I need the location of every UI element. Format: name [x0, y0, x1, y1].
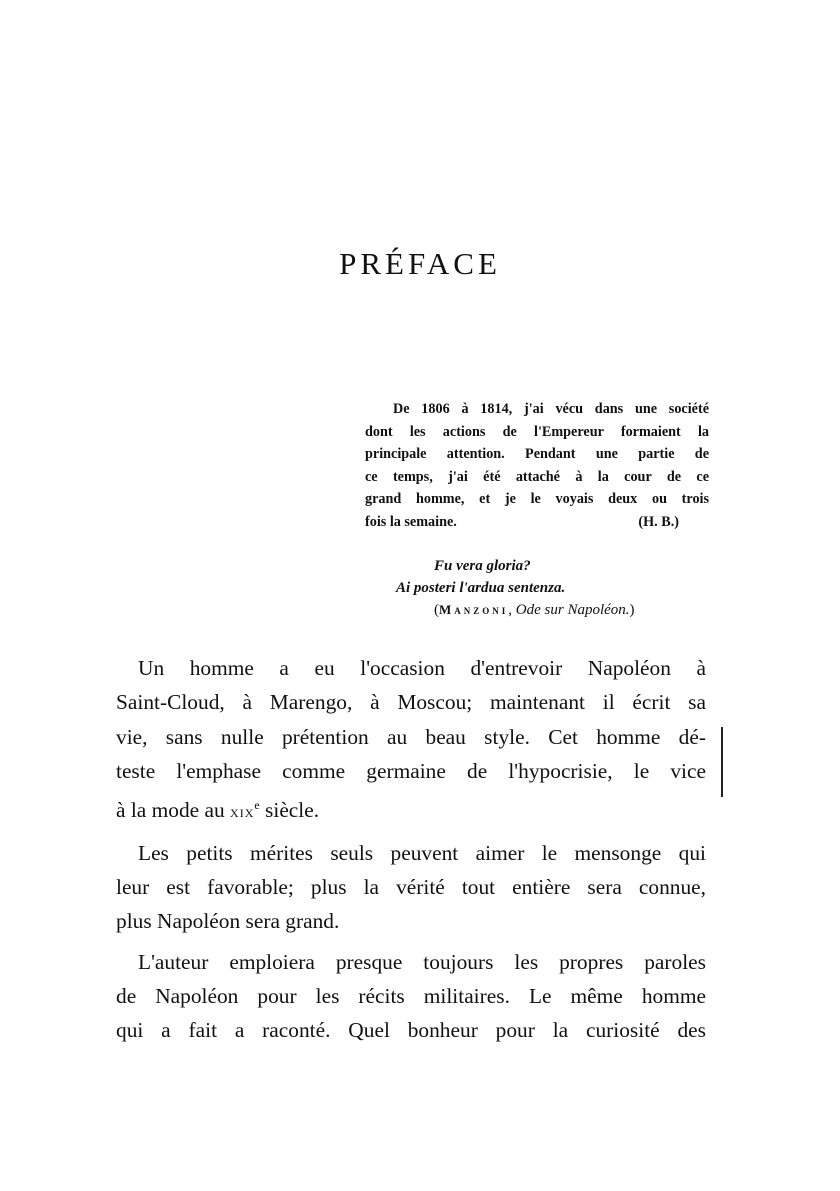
epigraph-line: fois la semaine.: [365, 513, 457, 530]
century-suffix: e: [254, 798, 260, 813]
attribution-author: Manzoni: [439, 602, 509, 617]
text-line: qui a fait a raconté. Quel bonheur pour la curiosité des: [116, 1018, 706, 1043]
text-line: teste l'emphase comme germaine de l'hypocrisie, le vice: [116, 758, 706, 783]
epigraph-line: ce temps, j'ai été attaché à la cour de ce: [365, 468, 709, 485]
attribution-comma: ,: [508, 602, 513, 618]
attribution-close-paren: ): [629, 602, 635, 618]
text-fragment: siècle.: [259, 798, 320, 823]
paragraph-1: [116, 651, 706, 830]
epigraph-line: dont les actions de l'Empereur formaient la: [365, 423, 709, 440]
epigraph-line: principale attention. Pendant une partie de: [365, 446, 709, 463]
text-line: plus Napoléon sera grand.: [116, 909, 340, 934]
margin-rule-mark: [721, 727, 723, 797]
attribution-work: Ode sur Napoléon.: [515, 602, 630, 618]
epigraph-verse: Fu vera gloria?: [434, 558, 531, 574]
text-fragment: à la mode au: [116, 798, 231, 823]
epigraph-line: De 1806 à 1814, j'ai vécu dans une société: [393, 401, 709, 417]
text-line: de Napoléon pour les récits militaires. Le même homme: [116, 983, 706, 1008]
preface-body: [116, 651, 706, 1053]
epigraph-attribution: [380, 599, 700, 621]
paragraph-2: [116, 836, 706, 939]
paragraph-3: [116, 945, 706, 1048]
epigraph-line: grand homme, et je le voyais deux ou trois: [365, 491, 709, 508]
text-line: Saint-Cloud, à Marengo, à Moscou; maintenant il écrit sa: [116, 690, 706, 715]
epigraph-last-line: [365, 511, 679, 534]
epigraph-manzoni: [380, 555, 700, 621]
page-title: PRÉFACE: [339, 246, 501, 281]
epigraph-verse: Ai posteri l'ardua sentenza.: [396, 580, 566, 596]
text-line: [116, 788, 706, 829]
text-line: Un homme a eu l'occasion d'entrevoir Napoléon à: [138, 656, 706, 680]
epigraph-signature: (H. B.): [638, 513, 679, 530]
text-line: Les petits mérites seuls peuvent aimer le mensonge qui: [138, 840, 706, 865]
attribution-open-paren: (: [434, 602, 439, 618]
text-line: leur est favorable; plus la vérité tout entière sera connue,: [116, 874, 706, 899]
text-line: vie, sans nulle prétention au beau style. Cet homme dé-: [116, 724, 706, 749]
epigraph-stendhal: [365, 398, 709, 534]
text-line: L'auteur emploiera presque toujours les propres paroles: [138, 949, 706, 974]
century-numeral: xix: [230, 802, 255, 822]
